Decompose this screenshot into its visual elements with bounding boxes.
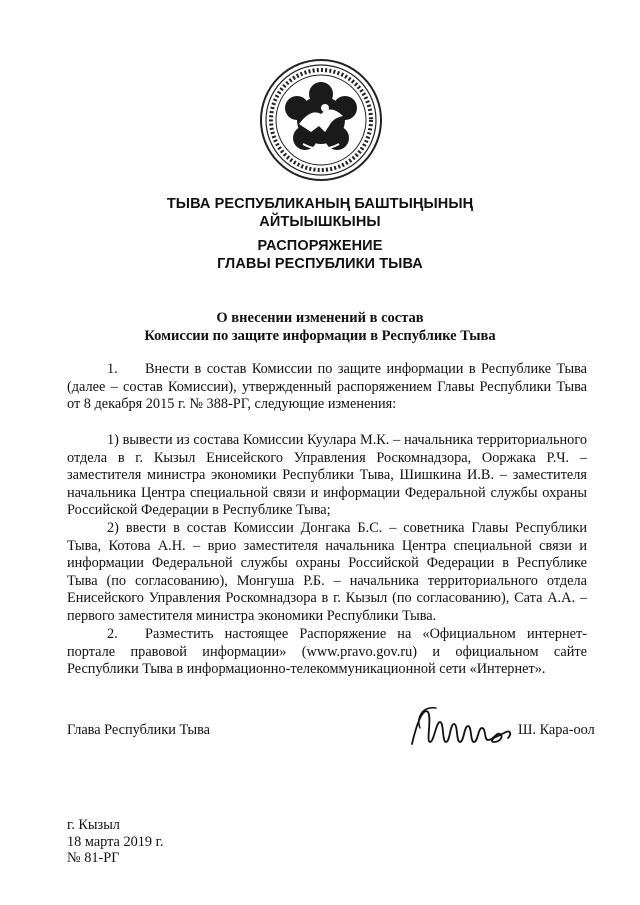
paragraph-2 [67, 432, 587, 520]
document-title-line1: О внесении изменений в состав [216, 310, 424, 326]
paragraph-4-text: Разместить настоящее Распоряжение на «Официальном интернет-портале правовой информации» (www.pravo.gov.ru) и официальном сайте Республики Тыва в информационно-телекоммуникационной сети «Интернет». [67, 626, 587, 678]
footer-date: 18 марта 2019 г. [67, 833, 164, 850]
paragraph-3 [67, 520, 587, 626]
signature-position: Глава Республики Тыва [67, 722, 210, 738]
header-russian-line1: РАСПОРЯЖЕНИЕ [257, 238, 383, 254]
paragraph-1-number: 1. [107, 361, 118, 377]
paragraph-4-number: 2. [107, 626, 118, 642]
header-tuvan [0, 195, 640, 231]
paragraph-1 [67, 361, 587, 414]
header-russian-line2: ГЛАВЫ РЕСПУБЛИКИ ТЫВА [217, 256, 423, 272]
footer-number: № 81-РГ [67, 850, 120, 866]
paragraph-1-text: Внести в состав Комиссии по защите информации в Республике Тыва (далее – состав Комиссии), утвержденный распоряжением Главы Республики Тыва от 8 декабря 2015 г. № 388-РГ, следующие изменения: [67, 361, 587, 413]
coat-of-arms-icon [259, 58, 383, 182]
document-footer [67, 817, 163, 867]
header-tuvan-line2: АЙТЫЫШКЫНЫ [259, 214, 381, 230]
header-tuvan-line1: ТЫВА РЕСПУБЛИКАНЫҢ БАШТЫҢЫНЫҢ [166, 196, 474, 212]
signatory-name: Ш. Кара-оол [518, 722, 595, 738]
header-russian [0, 237, 640, 273]
paragraph-4 [67, 626, 587, 679]
paragraph-2-text: 1) вывести из состава Комиссии Куулара М.К. – начальника территориального отдела в г. Кызыл Енисейского Управления Роскомнадзора, Ооржака Р.Ч. – заместителя министра экономики Республики Тыва, Шишкина И.В. – заместителя начальника Центра специальной связи и информации Федеральной службы охраны Российской Федерации в Республике Тыва; [67, 432, 587, 519]
document-title-line2: Комиссии по защите информации в Республике Тыва [144, 328, 496, 344]
document-title [0, 309, 640, 345]
handwritten-signature [406, 698, 518, 754]
paragraph-3-text: 2) ввести в состав Комиссии Донгака Б.С. – советника Главы Республики Тыва, Котова А.Н. – врио заместителя начальника Центра специальной связи и информации Федеральной службы охраны Российской Федерации в Республике Тыва (по согласованию), Монгуша Р.Б. – начальника территориального отдела Енисейского Управления Роскомнадзора в г. Кызыл (по согласованию), Сата А.А. – первого заместителя министра экономики Республики Тыва. [67, 520, 587, 624]
footer-city: г. Кызыл [67, 817, 120, 833]
